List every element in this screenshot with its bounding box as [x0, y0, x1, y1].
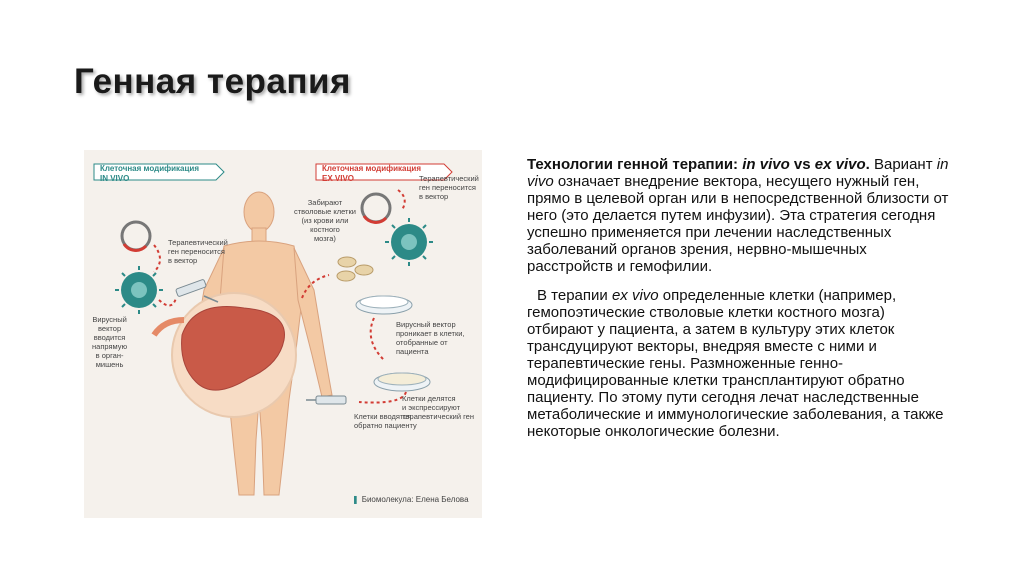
- illustration-credit: ❚ Биомолекула: Елена Белова: [352, 495, 469, 504]
- petri-dish-icon-2: [374, 373, 430, 391]
- description-text: [527, 156, 951, 440]
- label-gene-in-vector-left: Терапевтический ген переносится в вектор: [168, 238, 228, 265]
- gene-therapy-illustration: [84, 150, 482, 518]
- label-gene-in-vector-right: Терапевтический ген переносится в вектор: [419, 174, 479, 201]
- syringe-icon-right: [306, 396, 346, 404]
- label-vector-into-cells: Вирусный вектор проникает в клетки, отобранные от пациента: [396, 320, 465, 356]
- label-cells-returned: Клетки вводятся обратно пациенту: [354, 412, 417, 430]
- ex-vivo-banner: Клеточная модификация EX VIVO: [322, 164, 421, 183]
- paragraph-in-vivo: Технологии генной терапии: in vivo vs ex vivo. Вариант in vivo означает внедрение вектора, несущего нужный ген, прямо в целевой орган или в непосредственной близости от него (это делается путем инфузии). Эта стратегия сегодня успешно применяется при лечении наследственных заболеваний органов зрения, нервно-мышечных расстройств и гемофилии.: [527, 156, 949, 275]
- paragraph-ex-vivo: В терапии ex vivo определенные клетки (например, гемопоэтические стволовые клетки костного мозга) отбирают у пациента, а затем в культуру этих клеток трансдуцируют векторы, внедряя вместе с ними и терапевтические гены. Размноженные генно-модифицированные клетки трансплантируют обратно пациенту. По этому пути сегодня лечат наследственные метаболические и иммунологические заболевания, а также некоторые онкологические болезни.: [527, 287, 944, 440]
- label-vector-into-organ: Вирусный вектор вводится напрямую в орган- мишень: [92, 315, 128, 369]
- slide-title: Генная терапия: [74, 62, 351, 101]
- stem-cells-icon: [337, 257, 373, 281]
- virus-vector-icon-left: [115, 266, 163, 314]
- label-take-stem-cells: Забирают стволовые клетки (из крови или костного мозга): [294, 198, 356, 243]
- in-vivo-banner: Клеточная модификация IN VIVO: [100, 164, 199, 183]
- credit-mark-icon: ❚: [352, 495, 359, 504]
- virus-vector-icon-right: [385, 218, 433, 266]
- petri-dish-icon-1: [356, 296, 412, 314]
- label-cells-divide: Клетки делятся и экспрессируют терапевтический ген: [402, 394, 474, 421]
